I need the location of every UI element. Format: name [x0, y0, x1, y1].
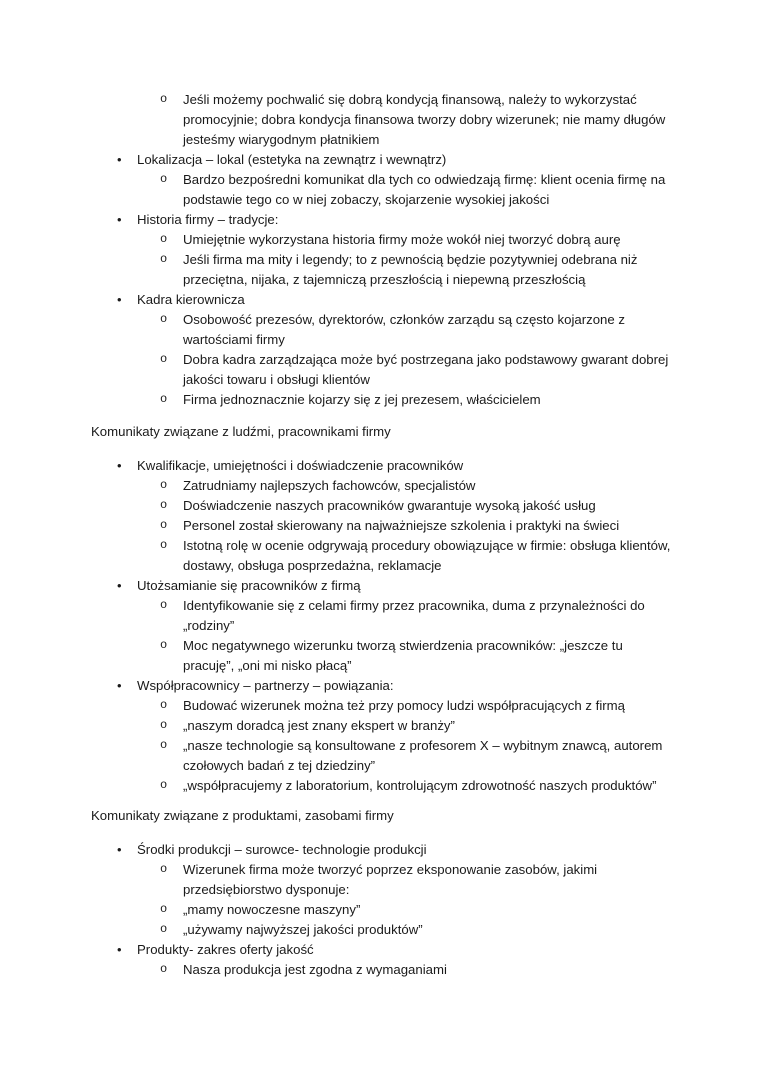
list-item: • Kadra kierownicza	[137, 290, 677, 310]
list-item: o Umiejętnie wykorzystana historia firmy może wokół niej tworzyć dobrą aurę	[183, 230, 673, 250]
list-item: o Jeśli możemy pochwalić się dobrą kondycją finansową, należy to wykorzystać promocyjnie; dobra kondycja finansowa tworzy dobry wizerunek; nie mamy długów jesteśmy wiarygodnym płatnikiem	[183, 90, 673, 150]
section-heading: Komunikaty związane z ludźmi, pracownikami firmy	[91, 424, 391, 439]
list-item: o Dobra kadra zarządzająca może być postrzegana jako podstawowy gwarant dobrej jakości towaru i obsługi klientów	[183, 350, 673, 390]
list-item: o Istotną rolę w ocenie odgrywają procedury obowiązujące w firmie: obsługa klientów, dostawy, obsługa posprzedażna, reklamacje	[183, 536, 673, 576]
list-item: o Osobowość prezesów, dyrektorów, członków zarządu są często kojarzone z wartościami firmy	[183, 310, 673, 350]
list-item: o Budować wizerunek można też przy pomocy ludzi współpracujących z firmą	[183, 696, 673, 716]
list-item: • Lokalizacja – lokal (estetyka na zewnątrz i wewnątrz)	[137, 150, 677, 170]
list-item: • Środki produkcji – surowce- technologie produkcji	[137, 840, 677, 860]
list-item: o „mamy nowoczesne maszyny”	[183, 900, 673, 920]
list-item: o Jeśli firma ma mity i legendy; to z pewnością będzie pozytywniej odebrana niż przeciętna, nijaka, z tajemniczą przeszłością i niepewną przeszłością	[183, 250, 673, 290]
list-item: o „używamy najwyższej jakości produktów”	[183, 920, 673, 940]
list-item: o Wizerunek firma może tworzyć poprzez eksponowanie zasobów, jakimi przedsiębiorstwo dysponuje:	[183, 860, 673, 900]
list-item: o Doświadczenie naszych pracowników gwarantuje wysoką jakość usług	[183, 496, 673, 516]
list-item: o Personel został skierowany na najważniejsze szkolenia i praktyki na świeci	[183, 516, 673, 536]
list-item: o Identyfikowanie się z celami firmy przez pracownika, duma z przynależności do „rodziny”	[183, 596, 673, 636]
list-item: • Historia firmy – tradycje:	[137, 210, 677, 230]
list-item: o Nasza produkcja jest zgodna z wymaganiami	[183, 960, 673, 980]
list-item: o Firma jednoznacznie kojarzy się z jej prezesem, właścicielem	[183, 390, 673, 410]
list-item: • Utożsamianie się pracowników z firmą	[137, 576, 677, 596]
list-item: o Moc negatywnego wizerunku tworzą stwierdzenia pracowników: „jeszcze tu pracuję”, „oni mi nisko płacą”	[183, 636, 673, 676]
list-item: • Współpracownicy – partnerzy – powiązania:	[137, 676, 677, 696]
list-item: • Produkty- zakres oferty jakość	[137, 940, 677, 960]
list-item: o Zatrudniamy najlepszych fachowców, specjalistów	[183, 476, 673, 496]
list-item: o Bardzo bezpośredni komunikat dla tych co odwiedzają firmę: klient ocenia firmę na podstawie tego co w niej zobaczy, skojarzenie wysokiej jakości	[183, 170, 673, 210]
list-item: o „naszym doradcą jest znany ekspert w branży”	[183, 716, 673, 736]
list-item: • Kwalifikacje, umiejętności i doświadczenie pracowników	[137, 456, 677, 476]
list-item: o „nasze technologie są konsultowane z profesorem X – wybitnym znawcą, autorem czołowych badań z tej dziedziny”	[183, 736, 673, 776]
list-item: o „współpracujemy z laboratorium, kontrolującym zdrowotność naszych produktów”	[183, 776, 673, 796]
section-heading: Komunikaty związane z produktami, zasobami firmy	[91, 808, 394, 823]
